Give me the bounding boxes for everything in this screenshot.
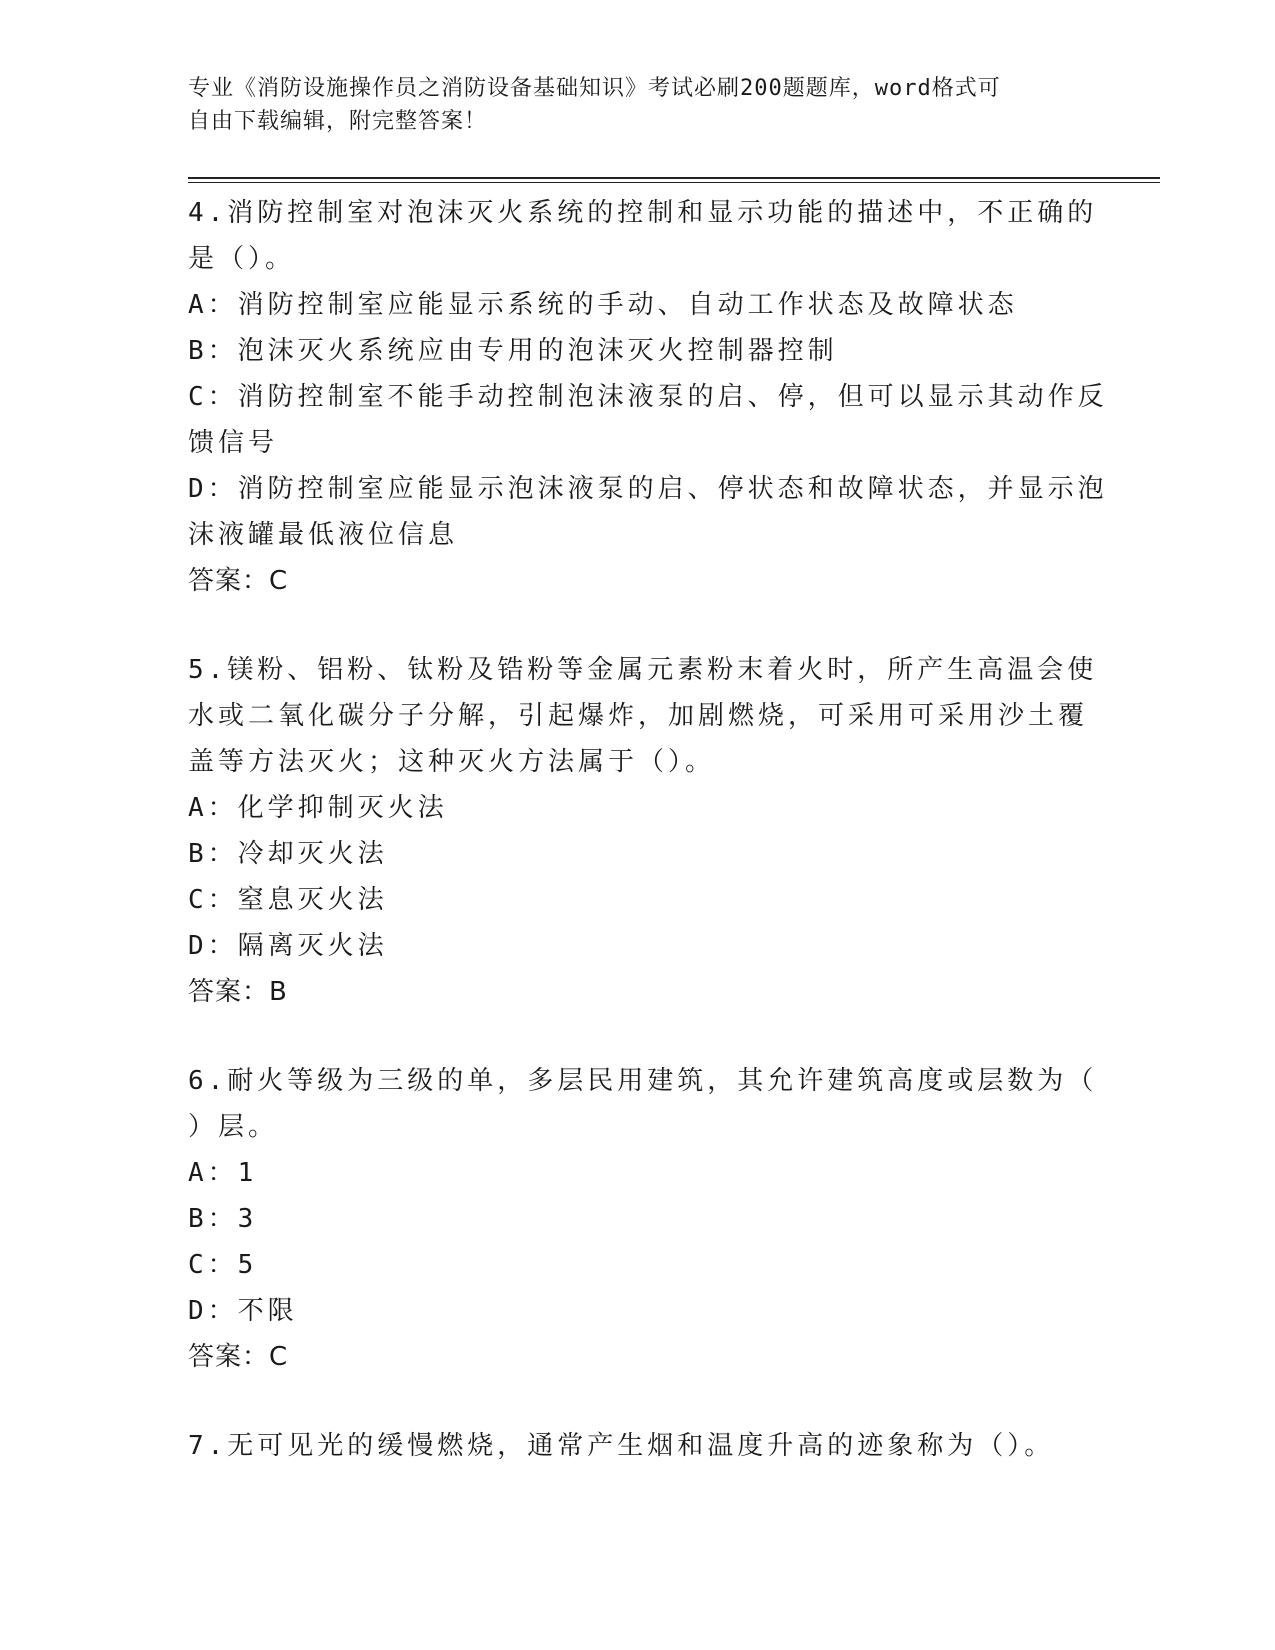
question-stem-line: ）层。: [188, 1112, 279, 1142]
option-line: D：不限: [188, 1296, 298, 1326]
option-line: A：消防控制室应能显示系统的手动、自动工作状态及故障状态: [188, 290, 1018, 320]
answer-line: 答案：C: [188, 1342, 289, 1372]
option-line: D：隔离灭火法: [188, 931, 388, 961]
option-line: C：5: [188, 1250, 258, 1280]
question-stem-line: 盖等方法灭火；这种灭火方法属于（）。: [188, 747, 716, 777]
question-stem-line: 是（）。: [188, 244, 296, 274]
question-stem-line: 5.镁粉、铝粉、钛粉及锆粉等金属元素粉末着火时，所产生高温会使: [188, 655, 1098, 685]
question-block: [188, 647, 1098, 1015]
option-line: 馈信号: [188, 428, 279, 458]
question-block: [188, 1423, 1078, 1469]
option-line: B：泡沫灭火系统应由专用的泡沫灭火控制器控制: [188, 336, 838, 366]
document-header: [188, 72, 1088, 138]
question-stem-line: 水或二氧化碳分子分解，引起爆炸，加剧燃烧，可采用可采用沙土覆: [188, 701, 1089, 731]
option-line: 沫液罐最低液位信息: [188, 520, 459, 550]
header-divider-thick: [188, 177, 1160, 179]
question-stem-line: 4.消防控制室对泡沫灭火系统的控制和显示功能的描述中，不正确的: [188, 198, 1098, 228]
option-line: A：1: [188, 1158, 258, 1188]
header-line-2: 自由下载编辑，附完整答案！: [188, 109, 488, 134]
question-block: [188, 190, 1108, 604]
option-line: D：消防控制室应能显示泡沫液泵的启、停状态和故障状态，并显示泡: [188, 474, 1108, 504]
header-line-1: 专业《消防设施操作员之消防设备基础知识》考试必刷200题题库，word格式可: [188, 76, 1001, 101]
option-line: B：3: [188, 1204, 258, 1234]
header-divider-thin: [188, 182, 1160, 183]
answer-line: 答案：C: [188, 566, 289, 596]
option-line: B：冷却灭火法: [188, 839, 388, 869]
answer-line: 答案：B: [188, 977, 288, 1007]
question-block: [188, 1058, 1098, 1380]
option-line: C：消防控制室不能手动控制泡沫液泵的启、停，但可以显示其动作反: [188, 382, 1108, 412]
option-line: C：窒息灭火法: [188, 885, 388, 915]
option-line: A：化学抑制灭火法: [188, 793, 448, 823]
question-stem-line: 6.耐火等级为三级的单，多层民用建筑，其允许建筑高度或层数为（: [188, 1066, 1098, 1096]
question-list: [188, 190, 1108, 1512]
question-stem-line: 7.无可见光的缓慢燃烧，通常产生烟和温度升高的迹象称为（）。: [188, 1431, 1055, 1461]
